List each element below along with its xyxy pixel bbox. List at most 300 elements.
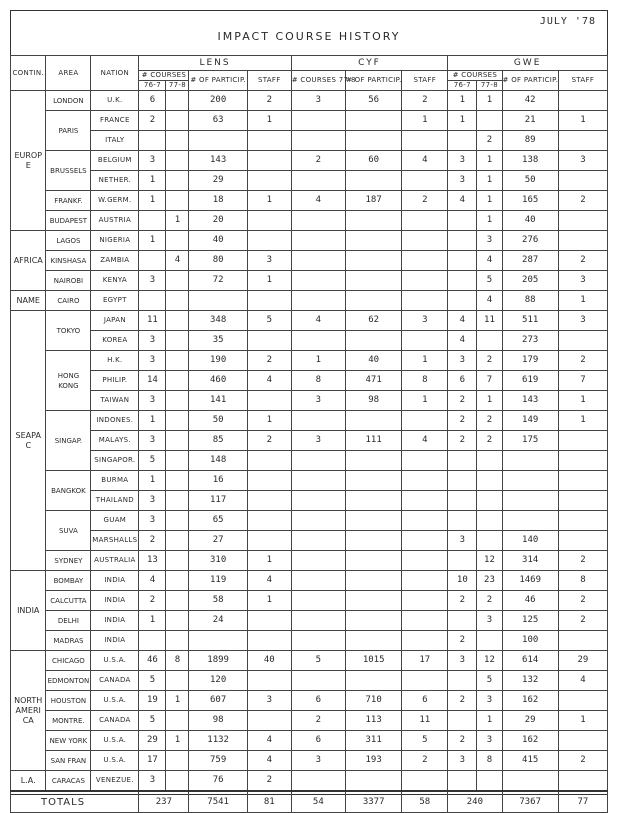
gwe-courses-76-cell: [448, 271, 477, 291]
cyf-particip-cell: [345, 131, 401, 151]
cyf-courses-cell: [291, 511, 345, 531]
cyf-particip-cell: [345, 251, 401, 271]
lens-staff-cell: [247, 451, 291, 471]
totals-row: [11, 791, 608, 813]
area-cell: HONG KONG: [46, 351, 91, 411]
lens-courses-77-cell: [166, 451, 189, 471]
cyf-particip-cell: 113: [345, 711, 401, 731]
gwe-courses-76-cell: 2: [448, 391, 477, 411]
lens-courses-77-cell: [166, 131, 189, 151]
area-cell: BOMBAY: [46, 571, 91, 591]
nation-cell: SINGAPOR.: [91, 451, 139, 471]
lens-courses-76-cell: 1: [139, 611, 166, 631]
lens-staff-cell: 2: [247, 771, 291, 792]
gwe-staff-cell: 1: [558, 711, 607, 731]
cyf-courses-cell: 3: [291, 91, 345, 111]
lens-courses-77-cell: [166, 751, 189, 771]
table-row: [11, 471, 608, 491]
totals-cyf-particip: 3377: [345, 791, 401, 813]
table-row: [11, 391, 608, 411]
gwe-particip-cell: 42: [502, 91, 558, 111]
gwe-courses-77-cell: [477, 111, 502, 131]
cyf-courses-cell: [291, 551, 345, 571]
cyf-courses-cell: [291, 451, 345, 471]
lens-courses-76-cell: 29: [139, 731, 166, 751]
gwe-courses-77-cell: 3: [477, 231, 502, 251]
area-cell: BANGKOK: [46, 471, 91, 511]
gwe-particip-cell: 143: [502, 391, 558, 411]
header-continent: CONTIN.: [11, 56, 46, 91]
lens-particip-cell: 76: [189, 771, 247, 792]
gwe-courses-77-cell: 23: [477, 571, 502, 591]
area-cell: SAN FRAN: [46, 751, 91, 771]
lens-staff-cell: [247, 291, 291, 311]
lens-particip-cell: 190: [189, 351, 247, 371]
lens-staff-cell: 1: [247, 271, 291, 291]
gwe-staff-cell: [558, 731, 607, 751]
area-cell: BRUSSELS: [46, 151, 91, 191]
lens-staff-cell: 2: [247, 91, 291, 111]
totals-lens-particip: 7541: [189, 791, 247, 813]
cyf-staff-cell: [402, 411, 448, 431]
cyf-courses-cell: [291, 571, 345, 591]
gwe-courses-76-cell: [448, 671, 477, 691]
cyf-particip-cell: 311: [345, 731, 401, 751]
cyf-courses-cell: [291, 611, 345, 631]
header-cyf-courses: # COURSES 77-8: [291, 71, 345, 91]
lens-particip-cell: 24: [189, 611, 247, 631]
gwe-courses-77-cell: 1: [477, 151, 502, 171]
cyf-particip-cell: [345, 591, 401, 611]
totals-gwe-particip: 7367: [502, 791, 558, 813]
cyf-courses-cell: [291, 331, 345, 351]
nation-cell: INDIA: [91, 571, 139, 591]
cyf-particip-cell: 193: [345, 751, 401, 771]
cyf-staff-cell: 1: [402, 111, 448, 131]
cyf-particip-cell: 98: [345, 391, 401, 411]
gwe-courses-76-cell: 2: [448, 731, 477, 751]
area-cell: CAIRO: [46, 291, 91, 311]
gwe-courses-77-cell: 4: [477, 251, 502, 271]
gwe-courses-77-cell: [477, 531, 502, 551]
lens-particip-cell: 35: [189, 331, 247, 351]
gwe-courses-77-cell: 12: [477, 651, 502, 671]
lens-particip-cell: 348: [189, 311, 247, 331]
continent-europe: EUROPE: [11, 91, 46, 231]
lens-courses-76-cell: 3: [139, 391, 166, 411]
lens-courses-76-cell: 3: [139, 151, 166, 171]
header-lens-year-77: 77-8: [166, 81, 189, 91]
lens-courses-77-cell: [166, 431, 189, 451]
lens-courses-76-cell: 3: [139, 511, 166, 531]
header-lens-staff: STAFF: [247, 71, 291, 91]
lens-particip-cell: 117: [189, 491, 247, 511]
cyf-staff-cell: [402, 471, 448, 491]
lens-courses-77-cell: [166, 271, 189, 291]
gwe-courses-76-cell: [448, 611, 477, 631]
lens-particip-cell: 27: [189, 531, 247, 551]
lens-courses-76-cell: [139, 631, 166, 651]
cyf-staff-cell: 2: [402, 751, 448, 771]
lens-particip-cell: 85: [189, 431, 247, 451]
gwe-particip-cell: 138: [502, 151, 558, 171]
gwe-staff-cell: 2: [558, 191, 607, 211]
lens-particip-cell: 759: [189, 751, 247, 771]
table-row: [11, 411, 608, 431]
header-cyf-particip: # OF PARTICIP.: [345, 71, 401, 91]
gwe-courses-76-cell: 2: [448, 691, 477, 711]
gwe-courses-76-cell: 4: [448, 191, 477, 211]
cyf-particip-cell: 40: [345, 351, 401, 371]
cyf-particip-cell: [345, 291, 401, 311]
lens-courses-76-cell: [139, 251, 166, 271]
lens-courses-77-cell: [166, 151, 189, 171]
cyf-staff-cell: 5: [402, 731, 448, 751]
table-row: [11, 271, 608, 291]
gwe-staff-cell: 8: [558, 571, 607, 591]
area-cell: SINGAP.: [46, 411, 91, 471]
lens-courses-76-cell: 17: [139, 751, 166, 771]
lens-particip-cell: 50: [189, 411, 247, 431]
lens-staff-cell: [247, 211, 291, 231]
gwe-particip-cell: 88: [502, 291, 558, 311]
lens-courses-77-cell: [166, 371, 189, 391]
table-row: [11, 531, 608, 551]
cyf-staff-cell: [402, 331, 448, 351]
cyf-particip-cell: [345, 271, 401, 291]
gwe-courses-77-cell: [477, 631, 502, 651]
nation-cell: GUAM: [91, 511, 139, 531]
gwe-courses-76-cell: [448, 711, 477, 731]
gwe-courses-76-cell: 6: [448, 371, 477, 391]
gwe-courses-77-cell: 1: [477, 171, 502, 191]
lens-particip-cell: 1132: [189, 731, 247, 751]
gwe-staff-cell: [558, 451, 607, 471]
document-date: JULY '78: [539, 16, 596, 27]
gwe-particip-cell: 415: [502, 751, 558, 771]
nation-cell: U.S.A.: [91, 751, 139, 771]
cyf-courses-cell: 1: [291, 351, 345, 371]
gwe-staff-cell: [558, 91, 607, 111]
lens-courses-77-cell: [166, 631, 189, 651]
cyf-staff-cell: [402, 451, 448, 471]
lens-courses-76-cell: 13: [139, 551, 166, 571]
nation-cell: NIGERIA: [91, 231, 139, 251]
table-row: [11, 611, 608, 631]
gwe-staff-cell: 2: [558, 591, 607, 611]
lens-staff-cell: 3: [247, 251, 291, 271]
gwe-courses-76-cell: 4: [448, 311, 477, 331]
cyf-courses-cell: [291, 411, 345, 431]
table-row: [11, 771, 608, 792]
nation-cell: KENYA: [91, 271, 139, 291]
gwe-courses-76-cell: 2: [448, 411, 477, 431]
lens-staff-cell: [247, 671, 291, 691]
lens-particip-cell: 310: [189, 551, 247, 571]
cyf-staff-cell: 2: [402, 191, 448, 211]
table-row: [11, 351, 608, 371]
nation-cell: CANADA: [91, 671, 139, 691]
gwe-staff-cell: 2: [558, 751, 607, 771]
header-gwe-year-76: 76-7: [448, 81, 477, 91]
lens-staff-cell: [247, 631, 291, 651]
gwe-particip-cell: 40: [502, 211, 558, 231]
lens-courses-77-cell: [166, 611, 189, 631]
gwe-particip-cell: 162: [502, 691, 558, 711]
gwe-courses-76-cell: 2: [448, 431, 477, 451]
gwe-particip-cell: 165: [502, 191, 558, 211]
lens-courses-76-cell: 2: [139, 111, 166, 131]
header-gwe-particip: # OF PARTICIP.: [502, 71, 558, 91]
lens-courses-76-cell: 3: [139, 771, 166, 792]
table-row: [11, 251, 608, 271]
area-cell: TOKYO: [46, 311, 91, 351]
nation-cell: AUSTRALIA: [91, 551, 139, 571]
cyf-particip-cell: 710: [345, 691, 401, 711]
cyf-staff-cell: [402, 531, 448, 551]
gwe-particip-cell: 21: [502, 111, 558, 131]
cyf-particip-cell: 62: [345, 311, 401, 331]
cyf-courses-cell: [291, 111, 345, 131]
cyf-particip-cell: [345, 771, 401, 792]
cyf-particip-cell: [345, 531, 401, 551]
gwe-courses-77-cell: 8: [477, 751, 502, 771]
cyf-particip-cell: [345, 671, 401, 691]
nation-cell: TAIWAN: [91, 391, 139, 411]
table-row: [11, 111, 608, 131]
lens-courses-77-cell: [166, 351, 189, 371]
cyf-staff-cell: [402, 551, 448, 571]
gwe-courses-76-cell: 10: [448, 571, 477, 591]
cyf-courses-cell: [291, 271, 345, 291]
gwe-particip-cell: 50: [502, 171, 558, 191]
gwe-particip-cell: 89: [502, 131, 558, 151]
lens-courses-77-cell: 4: [166, 251, 189, 271]
gwe-particip-cell: 511: [502, 311, 558, 331]
lens-courses-76-cell: 1: [139, 231, 166, 251]
cyf-particip-cell: 187: [345, 191, 401, 211]
nation-cell: MARSHALLS: [91, 531, 139, 551]
header-gwe-staff: STAFF: [558, 71, 607, 91]
lens-courses-76-cell: 1: [139, 471, 166, 491]
gwe-courses-77-cell: 7: [477, 371, 502, 391]
lens-courses-76-cell: 5: [139, 671, 166, 691]
lens-staff-cell: 4: [247, 571, 291, 591]
header-cyf-staff: STAFF: [402, 71, 448, 91]
table-row: [11, 491, 608, 511]
cyf-courses-cell: 8: [291, 371, 345, 391]
nation-cell: AUSTRIA: [91, 211, 139, 231]
lens-courses-77-cell: 1: [166, 691, 189, 711]
lens-staff-cell: 4: [247, 731, 291, 751]
gwe-particip-cell: [502, 771, 558, 792]
cyf-courses-cell: 4: [291, 311, 345, 331]
lens-courses-76-cell: 6: [139, 91, 166, 111]
nation-cell: NETHER.: [91, 171, 139, 191]
totals-lens-courses: 237: [139, 791, 189, 813]
lens-courses-77-cell: [166, 231, 189, 251]
lens-particip-cell: 141: [189, 391, 247, 411]
gwe-particip-cell: 276: [502, 231, 558, 251]
gwe-courses-76-cell: 3: [448, 651, 477, 671]
lens-courses-76-cell: 19: [139, 691, 166, 711]
lens-staff-cell: 4: [247, 751, 291, 771]
cyf-courses-cell: [291, 591, 345, 611]
table-row: [11, 131, 608, 151]
nation-cell: VENEZUE.: [91, 771, 139, 792]
cyf-staff-cell: [402, 671, 448, 691]
area-cell: DELHI: [46, 611, 91, 631]
cyf-staff-cell: 6: [402, 691, 448, 711]
gwe-courses-76-cell: 2: [448, 631, 477, 651]
nation-cell: PHILIP.: [91, 371, 139, 391]
nation-cell: CANADA: [91, 711, 139, 731]
nation-cell: BELGIUM: [91, 151, 139, 171]
table-row: [11, 191, 608, 211]
lens-particip-cell: 200: [189, 91, 247, 111]
lens-courses-77-cell: [166, 191, 189, 211]
lens-staff-cell: 2: [247, 431, 291, 451]
gwe-particip-cell: [502, 451, 558, 471]
lens-courses-76-cell: 3: [139, 491, 166, 511]
cyf-staff-cell: 11: [402, 711, 448, 731]
gwe-particip-cell: 314: [502, 551, 558, 571]
gwe-staff-cell: [558, 691, 607, 711]
cyf-courses-cell: 2: [291, 711, 345, 731]
lens-particip-cell: 148: [189, 451, 247, 471]
cyf-particip-cell: [345, 571, 401, 591]
gwe-staff-cell: 3: [558, 271, 607, 291]
cyf-courses-cell: 5: [291, 651, 345, 671]
gwe-courses-77-cell: 2: [477, 411, 502, 431]
lens-staff-cell: [247, 171, 291, 191]
nation-cell: EGYPT: [91, 291, 139, 311]
cyf-staff-cell: 1: [402, 391, 448, 411]
table-row: [11, 571, 608, 591]
gwe-staff-cell: 2: [558, 611, 607, 631]
lens-courses-76-cell: 1: [139, 411, 166, 431]
lens-staff-cell: [247, 131, 291, 151]
area-cell: BUDAPEST: [46, 211, 91, 231]
cyf-staff-cell: 17: [402, 651, 448, 671]
gwe-courses-76-cell: 3: [448, 751, 477, 771]
cyf-courses-cell: [291, 531, 345, 551]
lens-courses-77-cell: [166, 551, 189, 571]
gwe-staff-cell: [558, 331, 607, 351]
gwe-particip-cell: 614: [502, 651, 558, 671]
gwe-staff-cell: [558, 531, 607, 551]
cyf-courses-cell: [291, 171, 345, 191]
gwe-particip-cell: 287: [502, 251, 558, 271]
cyf-staff-cell: [402, 131, 448, 151]
gwe-particip-cell: 619: [502, 371, 558, 391]
lens-courses-76-cell: 3: [139, 351, 166, 371]
table-row: [11, 591, 608, 611]
table-row: [11, 171, 608, 191]
gwe-courses-76-cell: [448, 511, 477, 531]
table-row: [11, 91, 608, 111]
area-cell: CHICAGO: [46, 651, 91, 671]
totals-gwe-staff: 77: [558, 791, 607, 813]
gwe-staff-cell: 29: [558, 651, 607, 671]
table-row: [11, 631, 608, 651]
gwe-courses-77-cell: 5: [477, 671, 502, 691]
gwe-staff-cell: 2: [558, 251, 607, 271]
gwe-courses-76-cell: [448, 131, 477, 151]
gwe-courses-76-cell: [448, 471, 477, 491]
gwe-courses-77-cell: 2: [477, 431, 502, 451]
nation-cell: H.K.: [91, 351, 139, 371]
lens-particip-cell: 98: [189, 711, 247, 731]
area-cell: NAIROBI: [46, 271, 91, 291]
cyf-staff-cell: [402, 251, 448, 271]
cyf-courses-cell: [291, 671, 345, 691]
cyf-courses-cell: [291, 211, 345, 231]
nation-cell: MALAYS.: [91, 431, 139, 451]
gwe-courses-76-cell: 3: [448, 171, 477, 191]
cyf-staff-cell: [402, 211, 448, 231]
totals-cyf-staff: 58: [402, 791, 448, 813]
gwe-staff-cell: [558, 631, 607, 651]
area-cell: LONDON: [46, 91, 91, 111]
cyf-courses-cell: [291, 771, 345, 792]
totals-gwe-courses: 240: [448, 791, 502, 813]
gwe-courses-76-cell: [448, 211, 477, 231]
gwe-staff-cell: [558, 491, 607, 511]
area-cell: SUVA: [46, 511, 91, 551]
lens-staff-cell: 1: [247, 191, 291, 211]
cyf-particip-cell: [345, 511, 401, 531]
gwe-courses-77-cell: 11: [477, 311, 502, 331]
gwe-particip-cell: 179: [502, 351, 558, 371]
lens-courses-76-cell: 5: [139, 711, 166, 731]
lens-courses-76-cell: 2: [139, 531, 166, 551]
cyf-particip-cell: [345, 211, 401, 231]
gwe-courses-76-cell: 1: [448, 111, 477, 131]
cyf-courses-cell: 4: [291, 191, 345, 211]
gwe-courses-76-cell: 4: [448, 331, 477, 351]
gwe-staff-cell: 4: [558, 671, 607, 691]
totals-label: TOTALS: [11, 791, 139, 813]
nation-cell: JAPAN: [91, 311, 139, 331]
cyf-particip-cell: [345, 331, 401, 351]
table-row: [11, 291, 608, 311]
cyf-courses-cell: [291, 231, 345, 251]
gwe-courses-77-cell: 1: [477, 91, 502, 111]
cyf-staff-cell: [402, 571, 448, 591]
lens-staff-cell: 3: [247, 691, 291, 711]
lens-courses-76-cell: 2: [139, 591, 166, 611]
lens-particip-cell: 65: [189, 511, 247, 531]
gwe-courses-76-cell: 2: [448, 591, 477, 611]
gwe-particip-cell: 149: [502, 411, 558, 431]
gwe-courses-77-cell: 12: [477, 551, 502, 571]
lens-courses-77-cell: 8: [166, 651, 189, 671]
lens-courses-77-cell: [166, 511, 189, 531]
lens-courses-77-cell: [166, 331, 189, 351]
lens-particip-cell: 80: [189, 251, 247, 271]
table-body: [11, 91, 608, 813]
lens-courses-76-cell: 14: [139, 371, 166, 391]
nation-cell: INDIA: [91, 631, 139, 651]
area-cell: HOUSTON: [46, 691, 91, 711]
cyf-particip-cell: [345, 411, 401, 431]
lens-staff-cell: [247, 391, 291, 411]
gwe-courses-77-cell: 2: [477, 131, 502, 151]
cyf-staff-cell: [402, 271, 448, 291]
gwe-particip-cell: 125: [502, 611, 558, 631]
gwe-courses-76-cell: [448, 291, 477, 311]
